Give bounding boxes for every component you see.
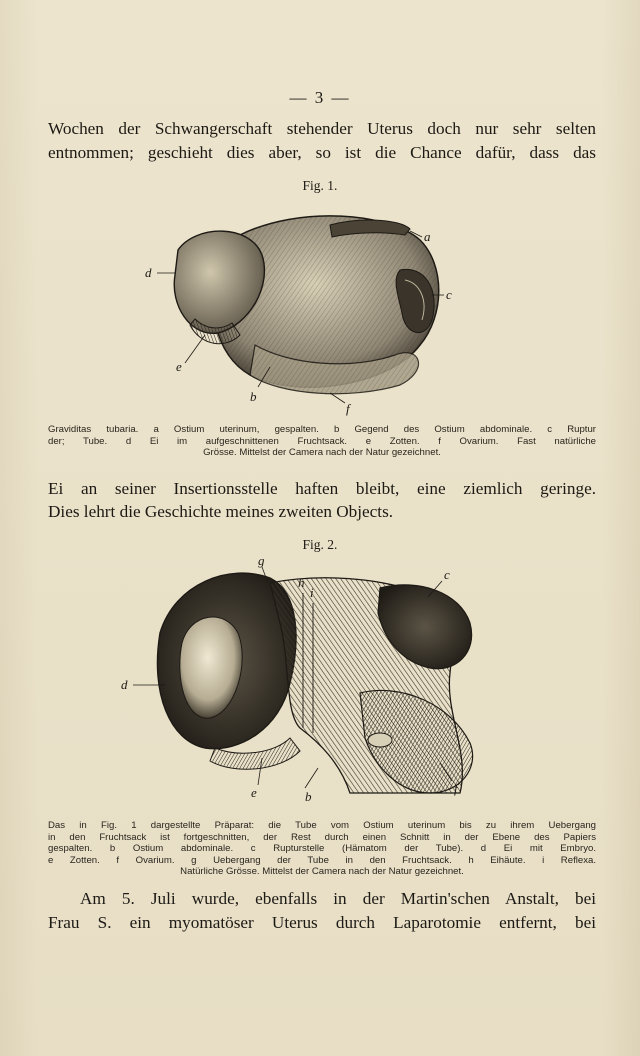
figure-1-caption-line-2: der; Tube. d Ei im aufgeschnittenen Fruchtsack. e Zotten. f Ovarium. Fast natürliche (48, 435, 596, 447)
figure-2-letter-d: d (121, 677, 128, 692)
paragraph-1-line-1: Wochen der Schwangerschaft stehender Uterus doch nur sehr selten (48, 119, 596, 138)
figure-1-caption-line-1: Graviditas tubaria. a Ostium uterinum, gespalten. b Gegend des Ostium abdominale. c Ruptur (48, 424, 596, 435)
figure-2-caption-line-4: e Zotten. f Ovarium. g Uebergang der Tube in den Fruchtsack. h Eihäute. i Reflexa. (48, 854, 596, 866)
figure-2-illustration (0, 553, 640, 815)
figure-2-letter-g: g (258, 553, 265, 568)
figure-1-label: Fig. 1. (302, 178, 338, 193)
paragraph-1-line-2: entnommen; geschieht dies aber, so ist die Chance dafür, dass das (48, 143, 596, 162)
figure-2-letter-f: f (454, 781, 458, 796)
figure-1-letter-f: f (346, 401, 350, 416)
figure-1-letter-e: e (176, 359, 182, 374)
paragraph-3-line-1: Am 5. Juli wurde, ebenfalls in der Martin'schen Anstalt, bei (80, 889, 596, 908)
page-number: — 3 — (289, 88, 351, 107)
figure-1-illustration (0, 195, 640, 425)
figure-1-caption (48, 424, 596, 459)
figure-2-caption-line-3: gespalten. b Ostium abdominale. c Rupturstelle (Hämatom der Tube). d Ei mit Embryo. (48, 843, 596, 854)
figure-2-letter-b: b (305, 789, 312, 804)
figure-2-letter-c: c (444, 567, 450, 582)
paragraph-2-line-2: Dies lehrt die Geschichte meines zweiten Objects. (48, 502, 394, 521)
figure-1-letter-d: d (145, 265, 152, 280)
figure-1-caption-line-3: Grösse. Mittelst der Camera nach der Natur gezeichnet. (203, 447, 441, 458)
paragraph-3-line-2: Frau S. ein myomatöser Uterus durch Laparotomie entfernt, bei (48, 913, 596, 932)
figure-1-letter-a: a (424, 229, 431, 244)
figure-2-letter-e: e (251, 785, 257, 800)
figure-2-letter-i: i (310, 585, 314, 600)
figure-1-letter-c: c (446, 287, 452, 302)
figure-2-label: Fig. 2. (302, 537, 338, 552)
figure-2-caption-line-1: Das in Fig. 1 dargestellte Präparat: die Tube vom Ostium uterinum bis zu ihrem Uebergang (48, 820, 596, 831)
figure-2-caption (48, 820, 596, 878)
paragraph-2-line-1: Ei an seiner Insertionsstelle haften bleibt, eine ziemlich geringe. (48, 479, 596, 498)
figure-1-letter-b: b (250, 389, 257, 404)
figure-2-caption-line-5: Natürliche Grösse. Mittelst der Camera nach der Natur gezeichnet. (180, 866, 464, 877)
figure-2-letter-h: h (298, 575, 305, 590)
figure-2-caption-line-2: in den Fruchtsack ist fortgeschnitten, der Rest durch einen Schnitt in der Ebene des Papiers (48, 831, 596, 843)
